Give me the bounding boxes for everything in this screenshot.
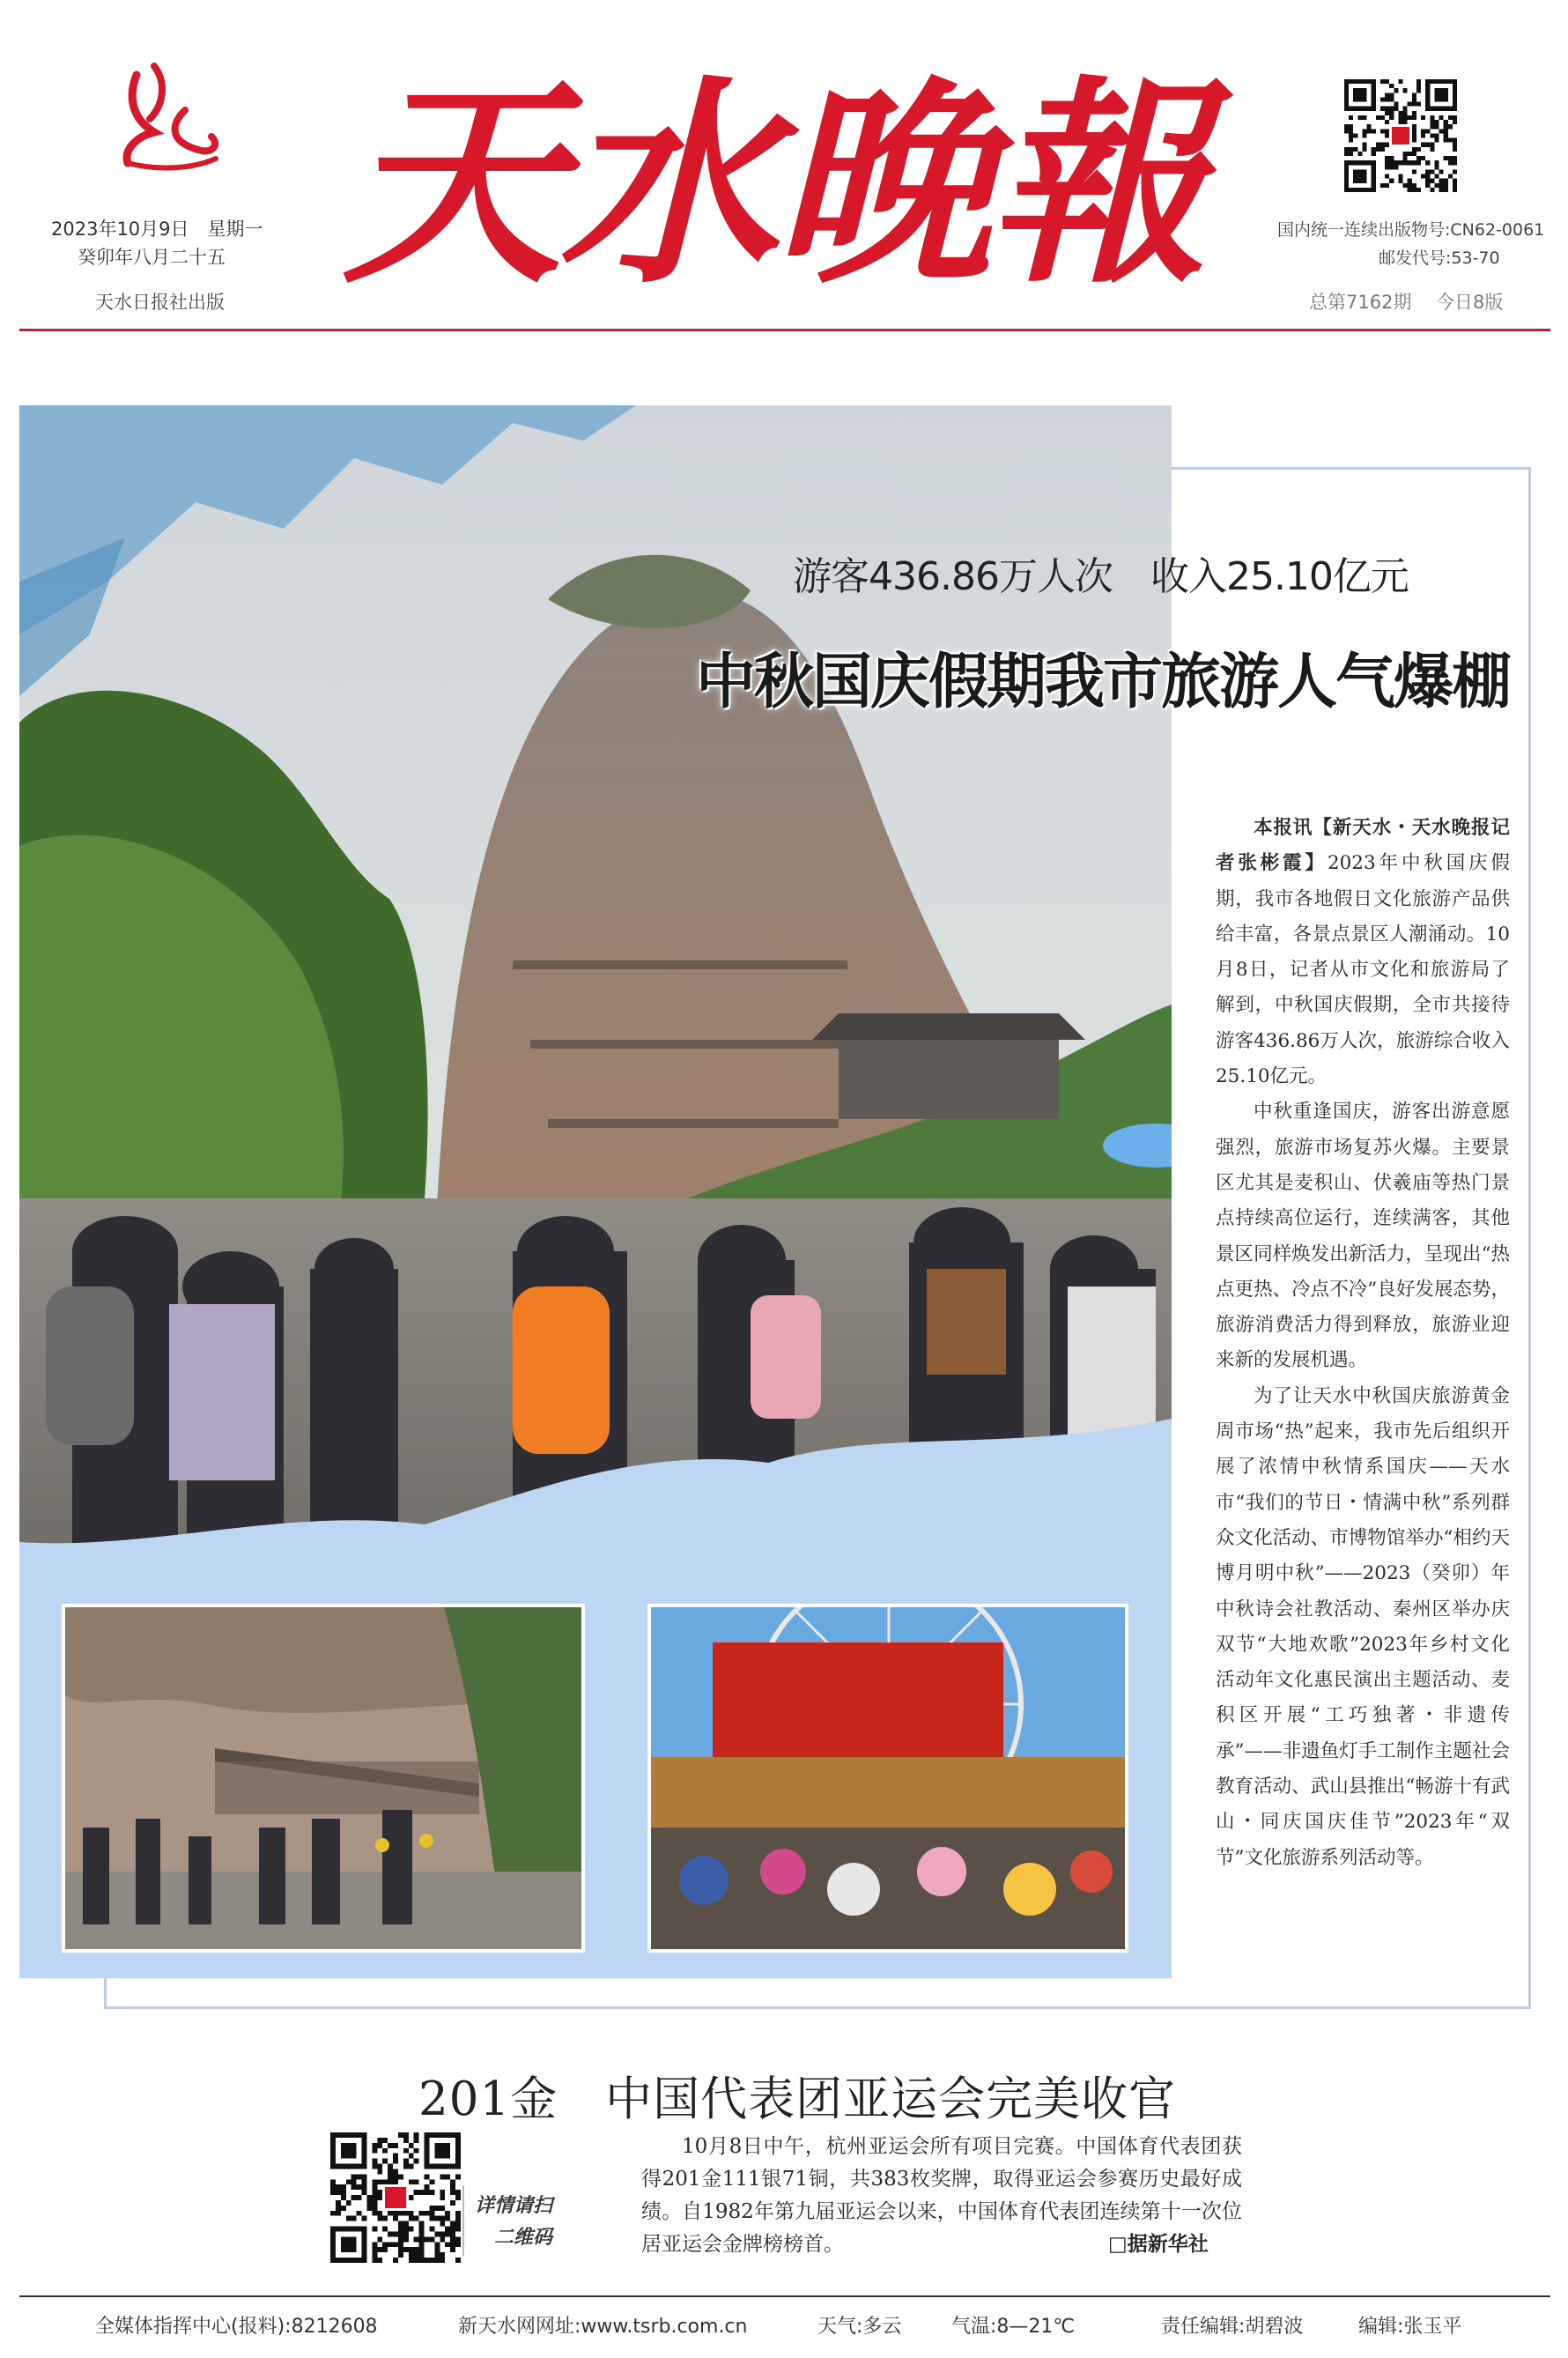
issn-number: 国内统一连续出版物号:CN62-0061 bbox=[1277, 220, 1545, 240]
footer-weather: 天气:多云 bbox=[817, 2316, 902, 2338]
paragraph: 10月8日中午，杭州亚运会所有项目完赛。中国体育代表团获得201金111银71铜，共383枚奖牌，取得亚运会参赛历史最好成绩。自1982年第九届亚运会以来，中国体育代表团连续第十一次位居亚运会金牌榜榜首。 bbox=[641, 2135, 1242, 2256]
masthead-divider bbox=[19, 329, 1550, 331]
postal-code: 邮发代号:53-70 bbox=[1379, 248, 1500, 268]
photo-ferris-wheel-stage bbox=[647, 1604, 1128, 1953]
qr-code-icon[interactable] bbox=[1344, 79, 1457, 192]
footer-temperature: 气温:8—21℃ bbox=[951, 2316, 1076, 2338]
footer-editor: 责任编辑:胡碧波 bbox=[1161, 2316, 1304, 2338]
issue-number: 总第7162期 bbox=[1309, 292, 1412, 313]
lead-paragraph bbox=[1216, 811, 1510, 1094]
lead-story-body bbox=[1216, 811, 1510, 1876]
paragraph: 为了让天水中秋国庆旅游黄金周市场“热”起来，我市先后组织开展了浓情中秋情系国庆——天水市“我们的节日・情满中秋”系列群众文化活动、市博物馆举办“相约天博月明中秋”——2023（癸卯）年中秋诗会社教活动、秦州区举办庆双节“大地欢歌”2023年乡村文化活动年文化惠民演出主题活动、麦积区开展“工巧独著・非遗传承”——非遗鱼灯手工制作主题社会教育活动、武山县推出“畅游十有武山・同庆国庆佳节”2023年“双节”文化旅游系列活动等。 bbox=[1216, 1384, 1510, 1869]
newspaper-logo-icon bbox=[101, 57, 225, 176]
footer-hotline: 全媒体指挥中心(报料):8212608 bbox=[95, 2316, 378, 2338]
photo-cliff-walkway bbox=[62, 1604, 585, 1953]
footer-copy-editor: 编辑:张玉平 bbox=[1358, 2316, 1462, 2338]
lunar-date: 癸卯年八月二十五 bbox=[78, 247, 226, 268]
publication-date: 2023年10月9日 星期一 bbox=[51, 219, 263, 240]
masthead-title: 天水晚報 bbox=[344, 56, 1203, 313]
qr-caption-line: 二维码 bbox=[494, 2226, 553, 2249]
footer-website[interactable]: 新天水网网址:www.tsrb.com.cn bbox=[458, 2316, 748, 2338]
qr-caption-line: 详情请扫 bbox=[475, 2194, 553, 2217]
lead-story-subhead: 游客436.86万人次 收入25.10亿元 bbox=[793, 554, 1409, 599]
publisher-name: 天水日报社出版 bbox=[95, 292, 225, 313]
lead-story-headline: 中秋国庆假期我市旅游人气爆棚 bbox=[696, 648, 1511, 717]
footer-divider bbox=[19, 2295, 1550, 2297]
qr-code-icon[interactable] bbox=[330, 2132, 461, 2263]
qr-caption bbox=[462, 2185, 566, 2256]
news-source: □据新华社 bbox=[1108, 2233, 1209, 2256]
byline: 本报讯【新天水・天水晚报记者张彬霞】 bbox=[1216, 817, 1510, 875]
second-story-title: 201金 中国代表团亚运会完美收官 bbox=[418, 2073, 1177, 2126]
paragraph-text: 2023年中秋国庆假期，我市各地假日文化旅游产品供给丰富，各景点景区人潮涌动。10月8日，记者从市文化和旅游局了解到，中秋国庆假期，全市共接待游客436.86万人次，旅游综合收入25.10亿元。 bbox=[1216, 852, 1510, 1088]
pages-today: 今日8版 bbox=[1436, 292, 1504, 313]
paragraph: 中秋重逢国庆，游客出游意愿强烈，旅游市场复苏火爆。主要景区尤其是麦积山、伏羲庙等热门景点持续高位运行，连续满客，其他景区同样焕发出新活力，呈现出“热点更热、冷点不冷”良好发展态势，旅游消费活力得到释放，旅游业迎来新的发展机遇。 bbox=[1216, 1101, 1510, 1372]
